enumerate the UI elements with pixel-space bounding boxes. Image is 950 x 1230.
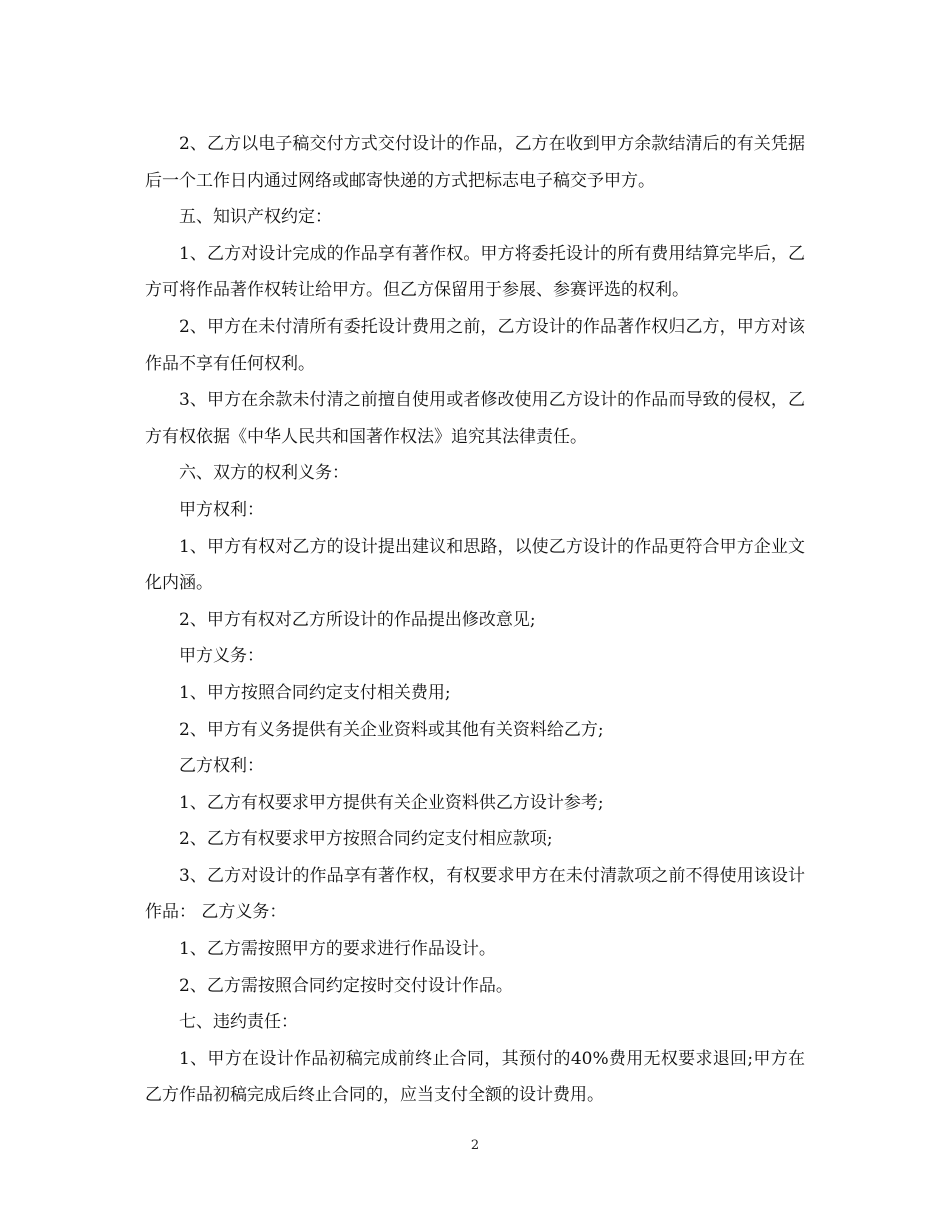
heading-ip-agreement: 五、知识产权约定： xyxy=(179,207,332,228)
paragraph-ip-2: 2、甲方在未付清所有委托设计费用之前，乙方设计的作品著作权归乙方，甲方对该作品不享有任何权利。 xyxy=(145,316,805,374)
paragraph-party-b-obligation-2: 2、乙方需按照合同约定按时交付设计作品。 xyxy=(179,975,513,996)
document-body xyxy=(145,126,805,1114)
paragraph-party-b-right-2: 2、乙方有权要求甲方按照合同约定支付相应款项; xyxy=(179,829,553,850)
paragraph-ip-3: 3、甲方在余款未付清之前擅自使用或者修改使用乙方设计的作品而导致的侵权，乙方有权依据《中华人民共和国著作权法》追究其法律责任。 xyxy=(145,390,805,447)
paragraph-delivery-clause: 2、乙方以电子稿交付方式交付设计的作品，乙方在收到甲方余款结清后的有关凭据后一个工作日内通过网络或邮寄快递的方式把标志电子稿交予甲方。 xyxy=(145,134,805,191)
paragraph-ip-1: 1、乙方对设计完成的作品享有著作权。甲方将委托设计的所有费用结算完毕后，乙方可将作品著作权转让给甲方。但乙方保留用于参展、参赛评选的权利。 xyxy=(145,243,805,301)
paragraph-party-a-right-1: 1、甲方有权对乙方的设计提出建议和思路，以使乙方设计的作品更符合甲方企业文化内涵。 xyxy=(145,536,805,594)
heading-breach-liability: 七、违约责任： xyxy=(179,1012,298,1033)
paragraph-party-a-obligation-1: 1、甲方按照合同约定支付相关费用; xyxy=(179,682,451,703)
page-number: 2 xyxy=(470,1138,480,1153)
paragraph-party-a-obligation-2: 2、甲方有义务提供有关企业资料或其他有关资料给乙方; xyxy=(179,719,604,740)
paragraph-party-b-right-3: 3、乙方对设计的作品享有著作权，有权要求甲方在未付清款项之前不得使用该设计作品： 乙方义务： xyxy=(145,865,805,923)
heading-rights-obligations: 六、双方的权利义务： xyxy=(179,463,349,484)
paragraph-breach-1: 1、甲方在设计作品初稿完成前终止合同，其预付的40%费用无权要求退回;甲方在乙方作品初稿完成后终止合同的，应当支付全额的设计费用。 xyxy=(145,1048,805,1106)
subheading-party-a-rights: 甲方权利： xyxy=(179,499,264,520)
paragraph-party-a-right-2: 2、甲方有权对乙方所设计的作品提出修改意见; xyxy=(179,609,536,630)
subheading-party-b-rights: 乙方权利： xyxy=(179,756,264,777)
subheading-party-a-obligations: 甲方义务： xyxy=(179,646,264,667)
paragraph-party-b-right-1: 1、乙方有权要求甲方提供有关企业资料供乙方设计参考; xyxy=(179,792,604,813)
paragraph-party-b-obligation-1: 1、乙方需按照甲方的要求进行作品设计。 xyxy=(179,939,496,960)
